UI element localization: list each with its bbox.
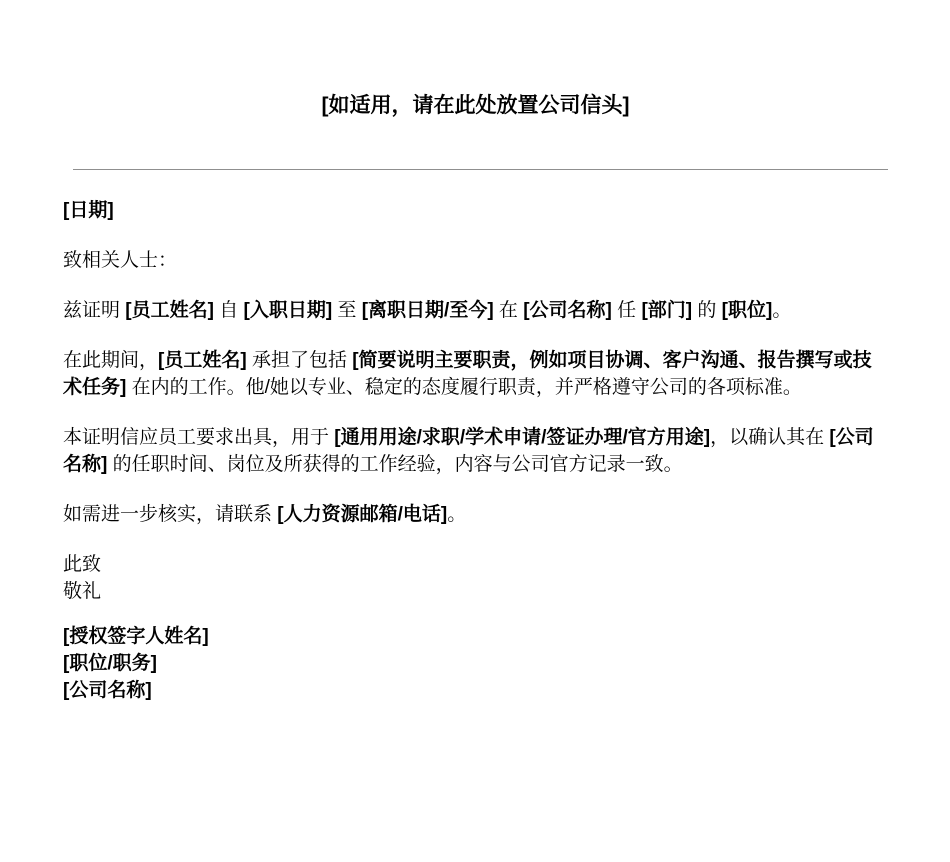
letter-text: 本证明信应员工要求出具，用于: [63, 427, 335, 448]
letter-text: 在: [493, 300, 524, 321]
letter-text: 的任职时间、岗位及所获得的工作经验，内容与公司官方记录一致。: [107, 454, 683, 475]
paragraph-certification-statement: [63, 297, 888, 324]
letter-text: 兹证明: [63, 300, 126, 321]
body-paragraphs: [63, 297, 888, 528]
placeholder-field: [入职日期]: [243, 300, 333, 321]
date-line: [日期]: [63, 200, 114, 221]
letterhead-placeholder: [如适用，请在此处放置公司信头]: [321, 94, 630, 117]
letter-text: 至: [332, 300, 362, 321]
placeholder-field: [员工姓名]: [125, 300, 214, 321]
letter-text: 的: [692, 300, 722, 321]
placeholder-field: [简要说明主要职责，例如项目协调、客户沟通、报告撰写或技术任务]: [63, 350, 872, 398]
placeholder-field: [公司名称]: [523, 300, 612, 321]
letterhead-divider: [73, 169, 888, 170]
letter-text: 。: [772, 300, 792, 321]
placeholder-field: [员工姓名]: [158, 350, 247, 371]
signature-line: [职位/职务]: [63, 653, 157, 674]
placeholder-field: [人力资源邮箱/电话]: [277, 504, 448, 525]
letter-text: 在此期间，: [63, 350, 159, 371]
letter-text: 。: [447, 504, 467, 525]
paragraph-verification-contact: [63, 501, 888, 528]
placeholder-field: [公司名称]: [63, 427, 874, 475]
closing-line: 此致: [63, 554, 102, 575]
paragraph-purpose-statement: [63, 424, 888, 478]
letter-text: ，以确认其在: [710, 427, 830, 448]
placeholder-field: [部门]: [641, 300, 693, 321]
closing-block: [63, 551, 888, 605]
signature-line: [公司名称]: [63, 680, 152, 701]
paragraph-duties-statement: [63, 347, 888, 401]
letter-text: 如需进一步核实，请联系: [63, 504, 278, 525]
signature-line: [授权签字人姓名]: [63, 626, 209, 647]
letter-text: 承担了包括: [246, 350, 353, 371]
closing-line: 敬礼: [63, 581, 102, 602]
placeholder-field: [通用用途/求职/学术申请/签证办理/官方用途]: [334, 427, 711, 448]
placeholder-field: [离职日期/至今]: [361, 300, 494, 321]
letter-text: 自: [213, 300, 244, 321]
letter-text: 在内的工作。他/她以专业、稳定的态度履行职责，并严格遵守公司的各项标准。: [126, 377, 802, 398]
letter-text: 任: [611, 300, 642, 321]
signature-block: [63, 623, 888, 704]
salutation: 致相关人士：: [63, 250, 178, 271]
placeholder-field: [职位]: [721, 300, 773, 321]
